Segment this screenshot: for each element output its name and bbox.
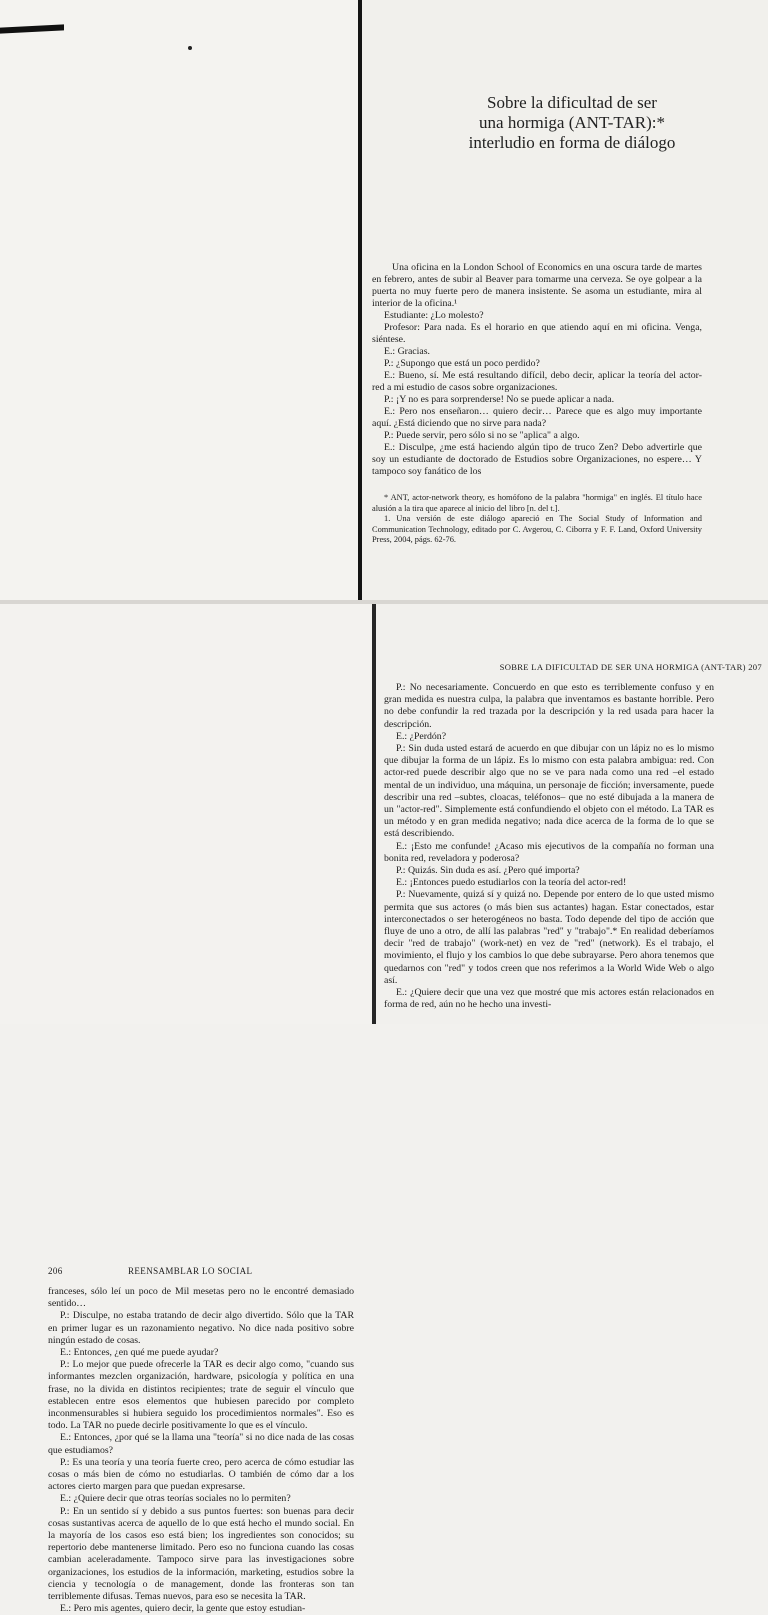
paragraph: P.: No necesariamente. Concuerdo en que esto es terriblemente confuso y en gran medida es nuestra culpa, la palabra que inventamos es bastante horrible. Pero no debe confundir la red trazada por la descripción y la red usada para hacer la descripción. [384,682,714,730]
paragraph: E.: Pero mis agentes, quiero decir, la gente que estoy estudian- [60,1603,306,1615]
intro-dialogue [372,262,702,478]
page-top-right [362,0,768,600]
page-206 [0,604,372,1615]
page-number: 206 [48,1266,63,1276]
scan-corner-mark [0,24,64,33]
chapter-title-line-3: interludio en forma de diálogo [468,133,676,152]
paragraph: E.: Entonces, ¿por qué se la llama una "teoría" si no dice nada de las cosas que estudiamos? [48,1432,354,1456]
paragraph: franceses, sólo leí un poco de Mil mesetas pero no le encontré demasiado sentido… [48,1286,354,1310]
paragraph: E.: ¡Entonces puedo estudiarlos con la teoría del actor-red! [396,877,627,889]
paragraph: E.: Pero nos enseñaron… quiero decir… Parece que es algo muy importante aquí. ¿Está diciendo que no sirve para nada? [372,406,702,429]
paragraph: E.: Entonces, ¿en qué me puede ayudar? [60,1347,219,1359]
paragraph: P.: Nuevamente, quizá sí y quizá no. Depende por entero de lo que usted mismo permita que sus actores (o más bien sus actantes) hagan. Estar conectados, estar interconectados o ser heterogéneos no basta. Todo depende del tipo de acción que fluye de uno a otro, de allí las palabras "red" y "trabajo".* En realidad deberíamos decir "red de trabajo" (work-net) en vez de "red" (network). Es el trabajo, el movimiento, el flujo y los cambios lo que debe subrayarse. Pero ahora tenemos que quedarnos con "red" y todos creen que nos referimos a la World Wide Web o algo así. [384,889,714,986]
paragraph: E.: ¿Quiere decir que una vez que mostré que mis actores están relacionados en forma de red, aún no he hecho una investi- [384,987,714,1011]
paragraph: Estudiante: ¿Lo molesto? [384,310,484,321]
paragraph: P.: Puede servir, pero sólo si no se "aplica" a algo. [384,430,580,441]
page-top-left-blank [0,0,358,600]
chapter-title-line-1: Sobre la dificultad de ser [487,93,657,112]
paragraph: E.: Bueno, sí. Me está resultando difícil, debo decir, aplicar la teoría del actor-red a mi estudio de casos sobre organizaciones. [372,370,702,393]
paragraph: E.: ¿Perdón? [396,730,447,742]
paragraph: E.: ¿Quiere decir que otras teorías sociales no lo permiten? [60,1493,291,1505]
paragraph: P.: Disculpe, no estaba tratando de decir algo divertido. Sólo que la TAR en primer lugar es un razonamiento negativo. No dice nada positivo sobre ningún estado de cosas. [48,1310,354,1346]
running-head: REENSAMBLAR LO SOCIAL [128,1266,253,1276]
footnotes [372,493,702,546]
page-207 [376,604,768,1024]
footnote: 1. Una versión de este diálogo apareció en The Social Study of Information and Communication Technology, editado por C. Avgerou, C. Ciborra y F. F. Land, Oxford University Press, 2004, págs. 62-76. [372,514,702,544]
dialogue-text [48,1286,354,1615]
footnote: * ANT, actor-network theory, es homófono de la palabra "hormiga" en inglés. El título hace alusión a la tira que aparece al inicio del libro [n. del t.]. [372,493,702,513]
paragraph: E.: Disculpe, ¿me está haciendo algún tipo de truco Zen? Debo advertirle que soy un estudiante de doctorado de Estudios sobre Organizaciones, no espere… Y tampoco soy fanático de los [372,442,702,477]
paragraph: P.: ¿Supongo que está un poco perdido? [384,358,540,369]
paragraph: P.: Lo mejor que puede ofrecerle la TAR es decir algo como, "cuando sus informantes mezclen organización, hardware, psicología y política en una frase, no la divida en distintos recipientes; trate de seguir el vínculo que establecen entre esos elementos que hubiesen parecido por completo inconmensurables si hubiera seguido los procedimientos normales". Eso es todo. La TAR no puede decirle positivamente lo que es el vínculo. [48,1359,354,1432]
paragraph: Una oficina en la London School of Economics en una oscura tarde de martes en febrero, antes de subir al Beaver para tomarme una cerveza. Se oye golpear a la puerta no muy fuerte pero de manera insistente. Se asoma un estudiante, mira al interior de la oficina.¹ [372,262,702,309]
dialogue-text-right [384,682,714,1011]
paragraph: P.: Es una teoría y una teoría fuerte creo, pero acerca de cómo estudiar las cosas o más bien de cómo no estudiarlas. O también de cómo dar a los actores cierto margen para que puedan expresarse. [48,1456,354,1493]
paragraph: P.: ¡Y no es para sorprenderse! No se puede aplicar a nada. [384,394,615,405]
paragraph: P.: Quizás. Sin duda es así. ¿Pero qué importa? [396,865,580,877]
paragraph: E.: ¡Esto me confunde! ¿Acaso mis ejecutivos de la compañía no forman una bonita red, reveladora y poderosa? [384,840,714,864]
running-head-right: SOBRE LA DIFICULTAD DE SER UNA HORMIGA (ANT-TAR) 207 [499,662,762,672]
paragraph: P.: Sin duda usted estará de acuerdo en que dibujar con un lápiz no es lo mismo que dibujar la forma de un lápiz. Es lo mismo con esta palabra ambigua: red. Con actor-red puede describir algo que no se ve para nada como una red –el estado mental de un individuo, una máquina, un personaje de ficción; inversamente, puede describir una red –subtes, cloacas, teléfonos– que no esté dibujada a la manera de un "actor-red". Simplemente está confundiendo el objeto con el método. La TAR es un método y en gran medida negativo; nada dice acerca de la forma de lo que se está describiendo. [384,743,714,840]
paragraph: E.: Gracias. [384,346,430,357]
scan-dust-dot [188,46,192,50]
paragraph: P.: En un sentido sí y debido a sus puntos fuertes: son buenas para decir cosas sustantivas acerca de aquello de lo que está hecho el mundo social. En la mayoría de los casos eso está bien; los ingredientes son conocidos; su repertorio debe mantenerse limitado. Pero eso no funciona cuando las cosas cambian aceleradamente. Tampoco sirve para las investigaciones sobre organizaciones, los estudios de la información, marketing, estudios sobre la ciencia y tecnología o de management, donde las fronteras son tan terriblemente difusas. Temas nuevos, para eso se necesita la TAR. [48,1505,354,1603]
chapter-title [412,93,732,153]
paragraph: Profesor: Para nada. Es el horario en que atiendo aquí en mi oficina. Venga, siéntese. [372,322,702,345]
chapter-title-line-2: una hormiga (ANT-TAR):* [479,113,665,132]
